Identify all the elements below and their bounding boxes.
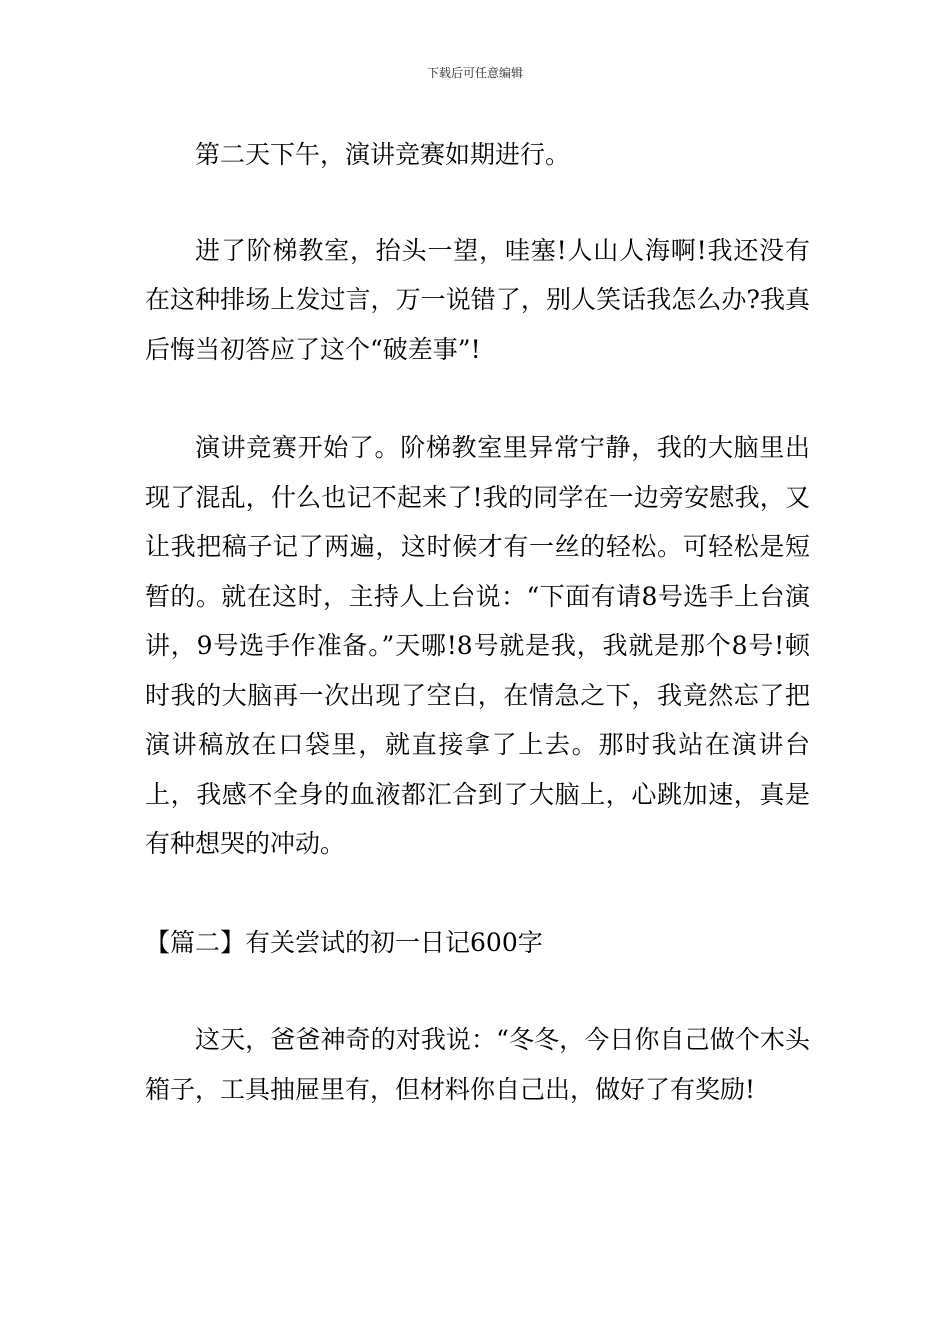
paragraph-4: 这天，爸爸神奇的对我说：“冬冬，今日你自己做个木头箱子，工具抽屉里有，但材料你自己出，做好了有奖励! (145, 1025, 810, 1104)
section-heading: 【篇二】有关尝试的初一日记600字 (145, 927, 543, 957)
paragraph-1: 第二天下午，演讲竞赛如期进行。 (195, 140, 571, 169)
page-header: 下载后可任意编辑 (426, 66, 523, 80)
paragraph-3: 演讲竞赛开始了。阶梯教室里异常宁静，我的大脑里出现了混乱，什么也记不起来了!我的同学在一边旁安慰我，又让我把稿子记了两遍，这时候才有一丝的轻松。可轻松是短暂的。就在这时，主持人上台说：“下面有请8号选手上台演讲，9号选手作准备。”天哪!8号就是我，我就是那个8号!顿时我的大脑再一次出现了空白，在情急之下，我竟然忘了把演讲稿放在口袋里，就直接拿了上去。那时我站在演讲台上，我感不全身的血液都汇合到了大脑上，心跳加速，真是有种想哭的冲动。 (145, 433, 810, 858)
paragraph-2: 进了阶梯教室，抬头一望，哇塞!人山人海啊!我还没有在这种排场上发过言，万一说错了，别人笑话我怎么办?我真后悔当初答应了这个“破差事”! (145, 235, 810, 364)
document-body (145, 130, 810, 1114)
